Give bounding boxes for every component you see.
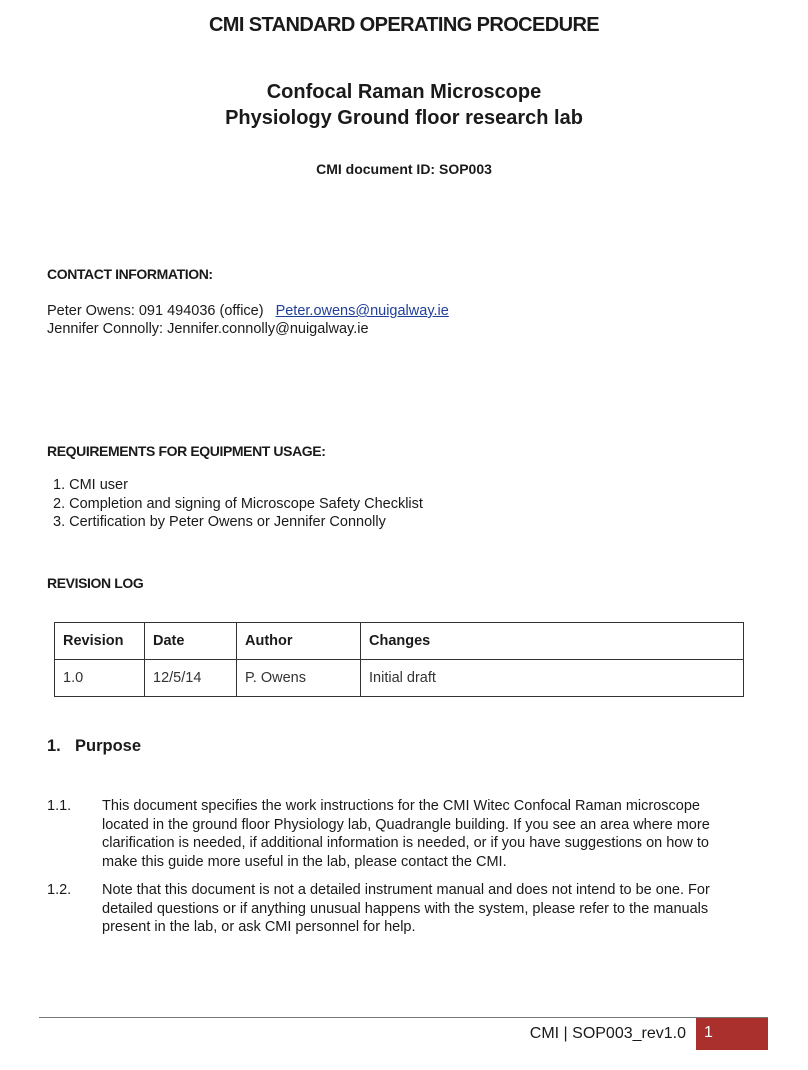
- purpose-heading: [47, 737, 141, 756]
- cell-date: 12/5/14: [145, 660, 237, 697]
- contact-peter-text: Peter Owens: 091 494036 (office): [47, 303, 264, 319]
- paragraph-number: 1.2.: [47, 882, 72, 898]
- requirement-item: 1. CMI user: [53, 477, 128, 493]
- table-header-row: [55, 623, 744, 660]
- paragraph-text: This document specifies the work instructions for the CMI Witec Confocal Raman microscope located in the ground floor Physiology lab, Quadrangle building. If you see an area where more clarification is needed, if additional information is needed, or if you have suggestions on how to make this guide more useful in the lab, please contact the CMI.: [102, 798, 710, 870]
- cell-author: P. Owens: [237, 660, 361, 697]
- requirement-item: 3. Certification by Peter Owens or Jennifer Connolly: [53, 514, 386, 530]
- paragraph-number: 1.1.: [47, 798, 72, 814]
- purpose-title: Purpose: [75, 737, 142, 755]
- contact-line-jennifer: Jennifer Connolly: Jennifer.connolly@nuigalway.ie: [47, 321, 369, 337]
- revision-table: [54, 622, 744, 697]
- paragraph-1-1: [47, 797, 747, 871]
- table-row: [55, 660, 744, 697]
- revision-log-heading: REVISION LOG: [47, 575, 144, 591]
- cell-revision: 1.0: [55, 660, 145, 697]
- column-header-date: Date: [145, 623, 237, 660]
- requirement-item: 2. Completion and signing of Microscope Safety Checklist: [53, 495, 423, 512]
- column-header-author: Author: [237, 623, 361, 660]
- requirements-list: [53, 476, 423, 532]
- contact-line-peter: [47, 303, 449, 319]
- paragraph-1-2: [47, 881, 747, 937]
- column-header-revision: Revision: [55, 623, 145, 660]
- contact-heading: CONTACT INFORMATION:: [47, 266, 213, 282]
- peter-email-link[interactable]: Peter.owens@nuigalway.ie: [275, 303, 449, 319]
- footer-divider: [39, 1017, 768, 1018]
- document-id: CMI document ID: SOP003: [316, 161, 492, 177]
- paragraph-text: Note that this document is not a detailed instrument manual and does not intend to be one. For detailed questions or if anything unusual happens with the system, please refer to the manuals present in the lab, or ask CMI personnel for help.: [102, 882, 710, 935]
- location-title: Physiology Ground floor research lab: [225, 107, 583, 129]
- purpose-number: 1.: [47, 737, 61, 755]
- document-title: CMI STANDARD OPERATING PROCEDURE: [208, 14, 600, 36]
- footer-doc-ref: CMI | SOP003_rev1.0: [529, 1025, 686, 1042]
- requirements-heading: REQUIREMENTS FOR EQUIPMENT USAGE:: [47, 443, 326, 459]
- column-header-changes: Changes: [361, 623, 744, 660]
- cell-changes: Initial draft: [361, 660, 744, 697]
- page-number-badge: 1: [696, 1018, 768, 1050]
- instrument-title: Confocal Raman Microscope: [266, 81, 542, 103]
